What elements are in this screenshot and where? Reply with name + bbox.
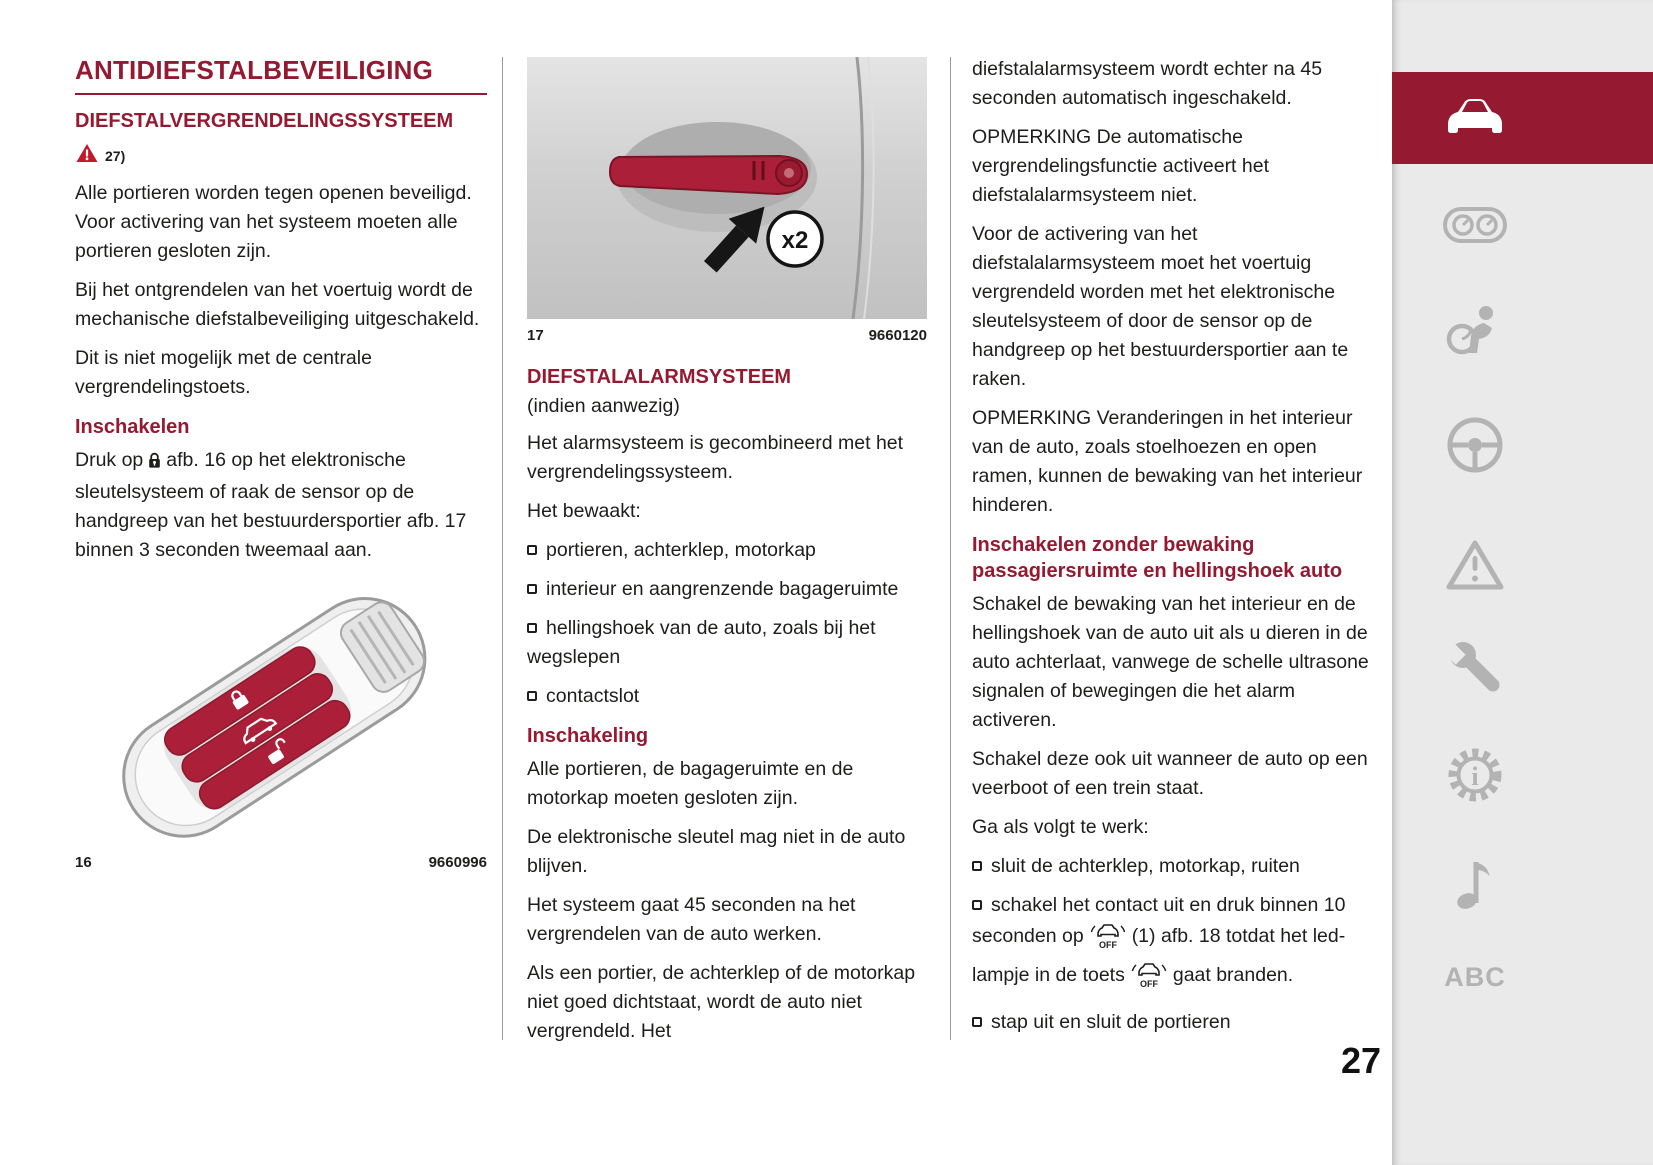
text-run: schakel het contact uit en druk binnen 10 seconden op [972, 894, 1346, 947]
square-bullet [527, 623, 537, 633]
square-bullet [527, 691, 537, 701]
wrench-icon [1442, 638, 1508, 696]
text-run: contactslot [546, 685, 640, 707]
heading-qualifier: (indien aanwezig) [527, 395, 680, 417]
paragraph: Voor de activering van het diefstalalarmsysteem moet het voertuig vergrendeld worden met het elektronische sleutelsysteem of door de sensor op de handgreep op het bestuurdersportier aan te raken. [972, 223, 1349, 390]
heading-inschakelen-zonder-bewaking: Inschakelen zonder bewaking passagiersruimte en hellingshoek auto [972, 534, 1343, 582]
figure-caption [75, 854, 487, 871]
square-bullet [527, 584, 537, 594]
list-item [972, 852, 1382, 881]
door-handle-figure [527, 57, 927, 344]
page-number: 27 [1340, 1040, 1381, 1081]
warning-triangle-icon [1442, 537, 1508, 593]
dashboard-gauges-icon [1442, 205, 1508, 245]
text-run: hellingshoek van de auto, zoals bij het wegslepen [527, 617, 876, 668]
figure-number: 17 [527, 327, 544, 344]
paragraph: De elektronische sleutel mag niet in de auto blijven. [527, 826, 906, 877]
section-heading: DIEFSTALVERGRENDELINGSSYSTEEM [75, 110, 454, 132]
warning-note-number: 27) [105, 147, 126, 164]
heading-inschakeling: Inschakeling [527, 725, 649, 747]
paragraph: Schakel deze ook uit wanneer de auto op een veerboot of een trein staat. [972, 748, 1368, 799]
column-divider [950, 57, 951, 1040]
car-front-icon [1442, 93, 1508, 144]
heading-diefstalalarmsysteem: DIEFSTALALARMSYSTEEM [527, 366, 792, 388]
paragraph: diefstalalarmsysteem wordt echter na 45 seconden automatisch ingeschakeld. [972, 58, 1323, 109]
text-run: gaat branden. [1172, 964, 1294, 986]
text-run: Druk op [75, 449, 144, 471]
off-label: OFF [1139, 979, 1158, 989]
column-1 [75, 55, 487, 871]
square-bullet [972, 900, 982, 910]
list-item [527, 614, 927, 672]
page-title: ANTIDIEFSTALBEVEILIGING [75, 55, 434, 85]
music-note-icon [1442, 852, 1508, 912]
column-divider [502, 57, 503, 1040]
key-fob-illustration [75, 581, 487, 846]
airbag-icon [1442, 300, 1508, 360]
list-item [527, 575, 927, 604]
paragraph: Het alarmsysteem is gecombineerd met het vergrendelingssysteem. [527, 432, 904, 483]
paragraph: Het systeem gaat 45 seconden na het vergrendelen van de auto werken. [527, 894, 856, 945]
square-bullet [972, 1017, 982, 1027]
steering-wheel-icon [1442, 415, 1508, 475]
figure-number: 16 [75, 854, 92, 871]
text-run: sluit de achterklep, motorkap, ruiten [991, 855, 1300, 877]
paragraph: Als een portier, de achterklep of de motorkap niet goed dichtstaat, wordt de auto niet vergrendeld. Het [527, 962, 916, 1042]
list-item [972, 1008, 1382, 1037]
paragraph: OPMERKING Veranderingen in het interieur van de auto, zoals stoelhoezen en open ramen, kunnen de bewaking van het interieur hinderen. [972, 407, 1363, 516]
warning-reference [75, 142, 487, 169]
square-bullet [527, 545, 537, 555]
key-fob-figure [75, 581, 487, 871]
paragraph: OPMERKING De automatische vergrendelingsfunctie activeert het diefstalalarmsysteem niet. [972, 126, 1270, 206]
paragraph: Ga als volgt te werk: [972, 816, 1149, 838]
active-chapter-tab [1392, 72, 1653, 164]
svg-text:i: i [1471, 762, 1479, 791]
paragraph: Alle portieren, de bagageruimte en de motorkap moeten gesloten zijn. [527, 758, 854, 809]
paragraph: Dit is niet mogelijk met de centrale vergrendelingstoets. [75, 347, 372, 398]
square-bullet [972, 861, 982, 871]
paragraph [75, 446, 487, 565]
gear-info-icon [1442, 745, 1508, 805]
alarm-off-button-icon [1088, 920, 1128, 959]
figure-code: 9660120 [868, 327, 927, 344]
column-3 [972, 55, 1382, 1047]
text-run: portieren, achterklep, motorkap [546, 539, 816, 561]
chapter-tab-sidebar [1392, 0, 1653, 1165]
subheading-inschakelen: Inschakelen [75, 416, 190, 438]
column-2 [527, 55, 927, 1056]
index-tab-label: ABC [1444, 962, 1506, 992]
paragraph: Alle portieren worden tegen openen beveiligd. Voor activering van het systeem moeten alle portieren gesloten zijn. [75, 182, 472, 262]
paragraph: Bij het ontgrendelen van het voertuig wordt de mechanische diefstalbeveiliging uitgeschakeld. [75, 279, 480, 330]
x2-badge-label: x2 [781, 227, 809, 254]
list-item [972, 891, 1382, 998]
paragraph: Het bewaakt: [527, 500, 641, 522]
paragraph: Schakel de bewaking van het interieur en de hellingshoek van de auto uit als u dieren in de auto achterlaat, vanwege de schelle ultrasone signalen of bewegingen die het alarm activeren. [972, 593, 1369, 731]
text-run: (1) afb. 18 totdat het led-lampje in de toets [972, 925, 1346, 986]
text-run: interieur en aangrenzende bagageruimte [546, 578, 899, 600]
list-item [527, 536, 927, 565]
list-item [527, 682, 927, 711]
title-underline [75, 93, 487, 95]
padlock-icon [148, 449, 161, 478]
figure-code: 9660996 [428, 854, 487, 871]
warning-triangle-icon [75, 142, 99, 169]
off-label: OFF [1098, 940, 1117, 950]
door-handle-illustration [527, 57, 927, 319]
alarm-off-button-icon [1129, 959, 1169, 998]
text-run: stap uit en sluit de portieren [991, 1011, 1231, 1033]
text-run: afb. 16 op het elektronische sleutelsysteem of raak de sensor op de handgreep van het bestuurdersportier afb. 17 binnen 3 seconden tweemaal aan. [75, 449, 467, 561]
figure-caption [527, 327, 927, 344]
